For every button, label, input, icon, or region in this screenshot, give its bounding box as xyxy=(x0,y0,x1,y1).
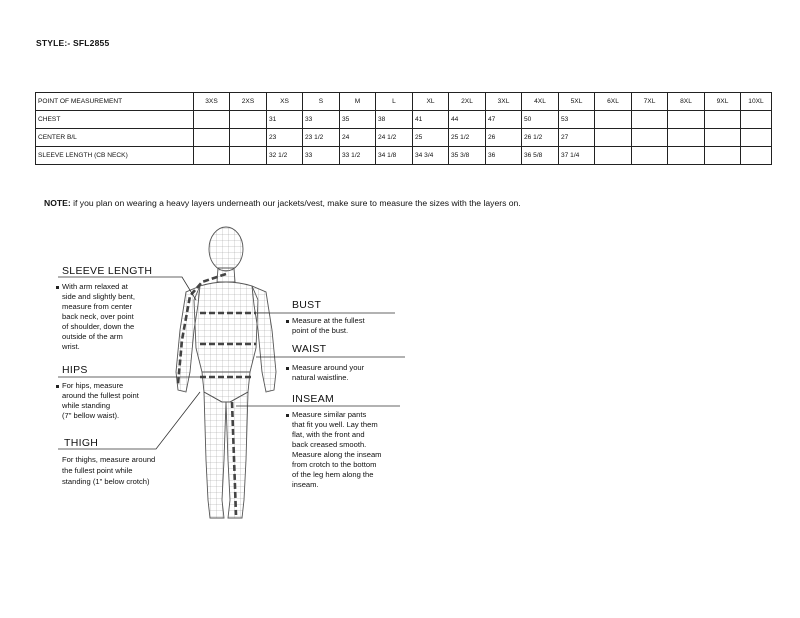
header-size: 2XS xyxy=(230,93,267,111)
hips-line-3: while standing xyxy=(62,401,111,410)
table-cell xyxy=(632,111,668,129)
table-cell xyxy=(741,129,772,147)
table-row xyxy=(36,147,772,165)
table-cell xyxy=(668,111,705,129)
header-size: XS xyxy=(267,93,303,111)
table-cell xyxy=(741,147,772,165)
table-cell xyxy=(705,111,741,129)
table-cell xyxy=(705,129,741,147)
table-cell: 23 1/2 xyxy=(303,129,340,147)
inseam-line-2: that fit you well. Lay them xyxy=(292,420,378,429)
table-cell: 38 xyxy=(376,111,413,129)
thigh-title: THIGH xyxy=(64,437,99,449)
table-cell: 24 xyxy=(340,129,376,147)
inseam-line-6: from crotch to the bottom xyxy=(292,460,377,469)
table-cell: 34 1/8 xyxy=(376,147,413,165)
header-size: M xyxy=(340,93,376,111)
sleeve-length-line-4: back neck, over point xyxy=(62,312,134,321)
header-size: XL xyxy=(413,93,449,111)
table-row xyxy=(36,129,772,147)
table-cell: 53 xyxy=(559,111,595,129)
table-header-row xyxy=(36,93,772,111)
sleeve-length-line-3: measure from center xyxy=(62,302,133,311)
note-prefix: NOTE: xyxy=(44,198,71,208)
inseam-line-1: Measure similar pants xyxy=(286,410,366,420)
row-label: SLEEVE LENGTH (CB NECK) xyxy=(36,147,194,165)
table-cell: 37 1/4 xyxy=(559,147,595,165)
table-cell: 27 xyxy=(559,129,595,147)
table-cell: 25 xyxy=(413,129,449,147)
hips-title: HIPS xyxy=(62,364,88,376)
table-cell: 26 xyxy=(486,129,522,147)
note-text: if you plan on wearing a heavy layers underneath our jackets/vest, make sure to measure the sizes with the layers on. xyxy=(70,198,521,208)
table-cell: 35 xyxy=(340,111,376,129)
table-cell xyxy=(230,147,267,165)
sleeve-length-line-6: outside of the arm xyxy=(62,332,123,341)
header-size: 2XL xyxy=(449,93,486,111)
inseam-line-8: inseam. xyxy=(292,480,319,489)
table-cell: 26 1/2 xyxy=(522,129,559,147)
header-size: 4XL xyxy=(522,93,559,111)
thigh-line-3: standing (1" below crotch) xyxy=(62,477,150,486)
thigh-line-2: the fullest point while xyxy=(62,466,133,475)
inseam-measure-line xyxy=(232,402,236,515)
waist-line-1: Measure around your xyxy=(286,363,364,373)
table-cell: 35 3/8 xyxy=(449,147,486,165)
header-size: 3XS xyxy=(194,93,230,111)
table-cell xyxy=(632,129,668,147)
table-row xyxy=(36,111,772,129)
table-cell: 36 5/8 xyxy=(522,147,559,165)
table-cell: 34 3/4 xyxy=(413,147,449,165)
bust-line-2: point of the bust. xyxy=(292,326,349,335)
table-cell: 33 1/2 xyxy=(340,147,376,165)
table-cell xyxy=(230,111,267,129)
header-size: 7XL xyxy=(632,93,668,111)
inseam-line-7: of the leg hem along the xyxy=(292,470,374,479)
table-cell xyxy=(705,147,741,165)
table-cell xyxy=(194,111,230,129)
table-cell: 36 xyxy=(486,147,522,165)
row-label: CHEST xyxy=(36,111,194,129)
header-size: 3XL xyxy=(486,93,522,111)
header-size: 9XL xyxy=(705,93,741,111)
hips-line-2: around the fullest point xyxy=(62,391,139,400)
header-point-of-measurement: POINT OF MEASUREMENT xyxy=(36,93,194,111)
header-size: S xyxy=(303,93,340,111)
inseam-title: INSEAM xyxy=(292,393,335,405)
table-cell xyxy=(194,147,230,165)
row-label: CENTER B/L xyxy=(36,129,194,147)
hips-line-1: For hips, measure xyxy=(56,381,123,391)
table-cell: 50 xyxy=(522,111,559,129)
table-cell: 41 xyxy=(413,111,449,129)
sleeve-length-title: SLEEVE LENGTH xyxy=(62,265,153,277)
sleeve-length-line-1: With arm relaxed at xyxy=(56,282,128,292)
table-cell xyxy=(230,129,267,147)
layering-note xyxy=(44,198,521,208)
table-cell: 31 xyxy=(267,111,303,129)
table-cell xyxy=(595,129,632,147)
size-chart-table xyxy=(35,92,772,165)
table-cell xyxy=(595,111,632,129)
table-cell: 25 1/2 xyxy=(449,129,486,147)
table-cell: 33 xyxy=(303,111,340,129)
sleeve-length-line-7: wrist. xyxy=(62,342,80,351)
table-cell: 33 xyxy=(303,147,340,165)
thigh-line-1: For thighs, measure around xyxy=(62,455,156,464)
header-size: 10XL xyxy=(741,93,772,111)
sleeve-length-line-5: of shoulder, down the xyxy=(62,322,135,331)
table-cell xyxy=(741,111,772,129)
table-cell: 44 xyxy=(449,111,486,129)
waist-line-2: natural waistline. xyxy=(292,373,349,382)
table-cell xyxy=(668,129,705,147)
inseam-line-4: back creased smooth. xyxy=(292,440,367,449)
style-number: STYLE:- SFL2855 xyxy=(36,38,110,48)
bust-line-1: Measure at the fullest xyxy=(286,316,365,326)
waist-title: WAIST xyxy=(292,343,327,355)
sleeve-length-measure-line xyxy=(178,274,226,384)
header-size: 6XL xyxy=(595,93,632,111)
table-cell xyxy=(194,129,230,147)
bust-title: BUST xyxy=(292,299,322,311)
inseam-line-5: Measure along the inseam xyxy=(292,450,382,459)
hips-line-4: (7" bellow waist). xyxy=(62,411,120,420)
header-size: 8XL xyxy=(668,93,705,111)
header-size: L xyxy=(376,93,413,111)
table-cell: 24 1/2 xyxy=(376,129,413,147)
inseam-line-3: flat, with the front and xyxy=(292,430,365,439)
mannequin-figure xyxy=(176,227,276,518)
table-cell: 32 1/2 xyxy=(267,147,303,165)
header-size: 5XL xyxy=(559,93,595,111)
table-cell xyxy=(595,147,632,165)
table-cell: 47 xyxy=(486,111,522,129)
table-cell: 23 xyxy=(267,129,303,147)
table-cell xyxy=(668,147,705,165)
sleeve-length-line-2: side and slightly bent, xyxy=(62,292,136,301)
table-cell xyxy=(632,147,668,165)
